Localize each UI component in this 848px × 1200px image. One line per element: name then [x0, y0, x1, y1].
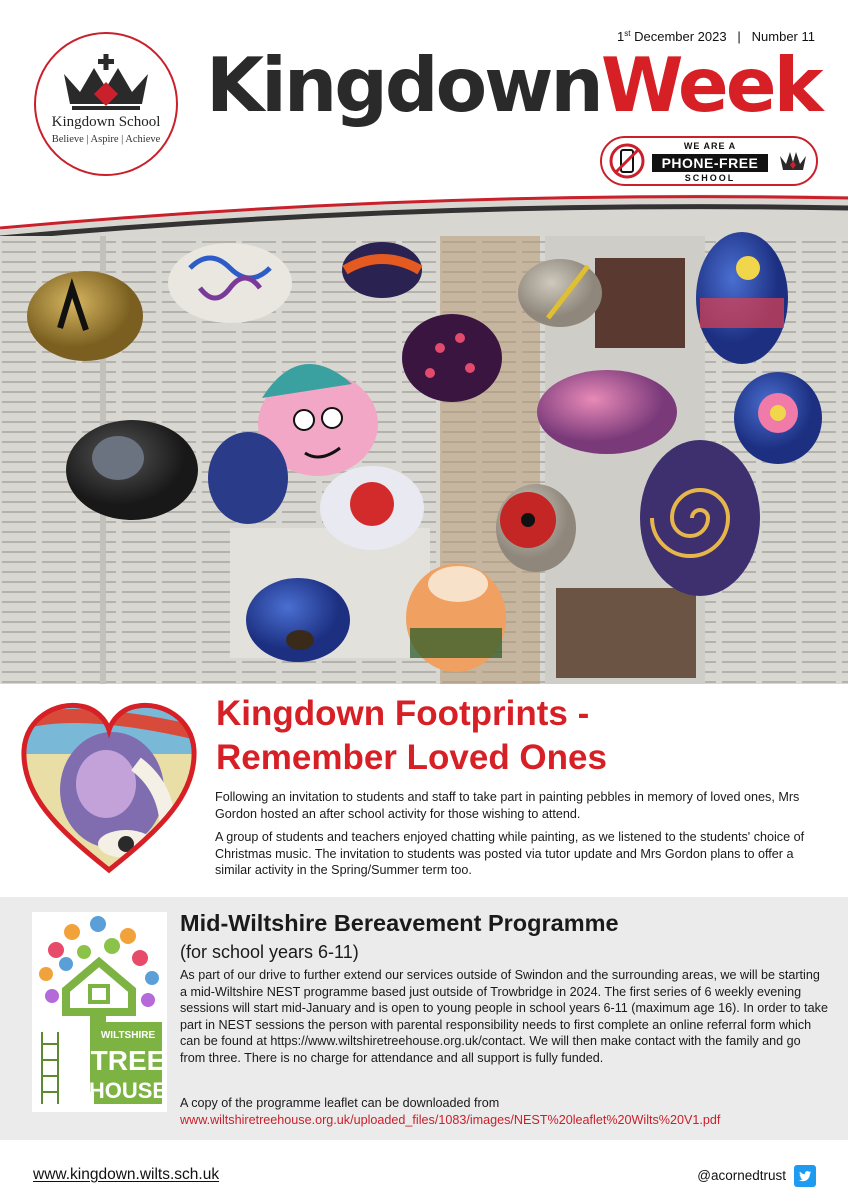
badge-line1: WE ARE A — [683, 141, 737, 151]
heart-artwork — [16, 694, 202, 880]
issue-rest: December 2023 | Number 11 — [630, 29, 815, 44]
footprints-heading: Kingdown Footprints - Remember Loved Ones — [216, 694, 607, 777]
badge-line2: PHONE-FREE — [652, 154, 768, 172]
tree-logo-line2: TREE — [90, 1045, 166, 1076]
footprints-paragraph-2: A group of students and teachers enjoyed chatting while painting, as we listened to the students' choice of Christmas music. The invitation to students was posted via tutor update and Mrs Gordon plans to offer a similar activity in the Spring/Summer term too. — [215, 830, 805, 877]
nest-leaflet-text: A copy of the programme leaflet can be downloaded from — [180, 1096, 500, 1110]
twitter-bird-icon[interactable] — [794, 1165, 816, 1187]
nest-body: As part of our drive to further extend our services outside of Swindon and the surrounding areas, we will be starting a mid-Wiltshire NEST programme based just outside of Trowbridge in 2024. The first series of 6 weekly evening sessions will start mid-January and is open to young people in school years 6-11 (maximum age 16). In order to take part in NEST sessions the person with parental responsibility needs to first complete an online referral form which can be found at https://www.wiltshiretreehouse.org.uk/contact. We will then make contact with the family and go from three. There is no charge for attendance and all support is fully funded. — [180, 968, 828, 1065]
painted-pebbles-photo — [0, 188, 848, 684]
logo-motto: Believe | Aspire | Achieve — [51, 134, 161, 145]
nest-heading: Mid-Wiltshire Bereavement Programme — [180, 910, 619, 936]
nest-leaflet-link[interactable]: www.wiltshiretreehouse.org.uk/uploaded_files/1083/images/NEST%20leaflet%20Wilts%20V1.pdf — [180, 1112, 721, 1127]
phone-free-badge — [600, 136, 818, 186]
tree-logo-line1: WILTSHIRE — [100, 1030, 156, 1041]
footprints-body — [215, 789, 827, 879]
footprints-paragraph-1: Following an invitation to students and staff to take part in painting pebbles in memory of loved ones, Mrs Gordon hosted an after school activity for those wishing to attend. — [215, 790, 800, 821]
masthead-main: Kingdown — [206, 41, 601, 129]
phone-free-text — [652, 142, 768, 183]
nest-leaflet — [180, 1095, 828, 1128]
badge-line3: SCHOOL — [684, 173, 736, 183]
logo-school-name: Kingdown School — [51, 114, 161, 130]
no-phone-icon — [608, 142, 646, 180]
masthead-accent: Week — [600, 41, 821, 129]
wiltshire-tree-house-logo — [32, 912, 167, 1112]
crown-icon — [54, 52, 158, 112]
issue-day: 1 — [617, 29, 625, 44]
crown-icon — [778, 146, 808, 174]
tree-logo-line3: HOUSE — [88, 1078, 167, 1103]
school-logo — [34, 32, 178, 176]
footer-twitter-handle[interactable]: @acornedtrust — [697, 1168, 786, 1183]
masthead-title — [206, 41, 821, 148]
issue-day-suffix: st — [624, 29, 631, 38]
footer-website-link[interactable]: www.kingdown.wilts.sch.uk — [33, 1166, 220, 1183]
nest-subheading: (for school years 6-11) — [180, 942, 359, 962]
